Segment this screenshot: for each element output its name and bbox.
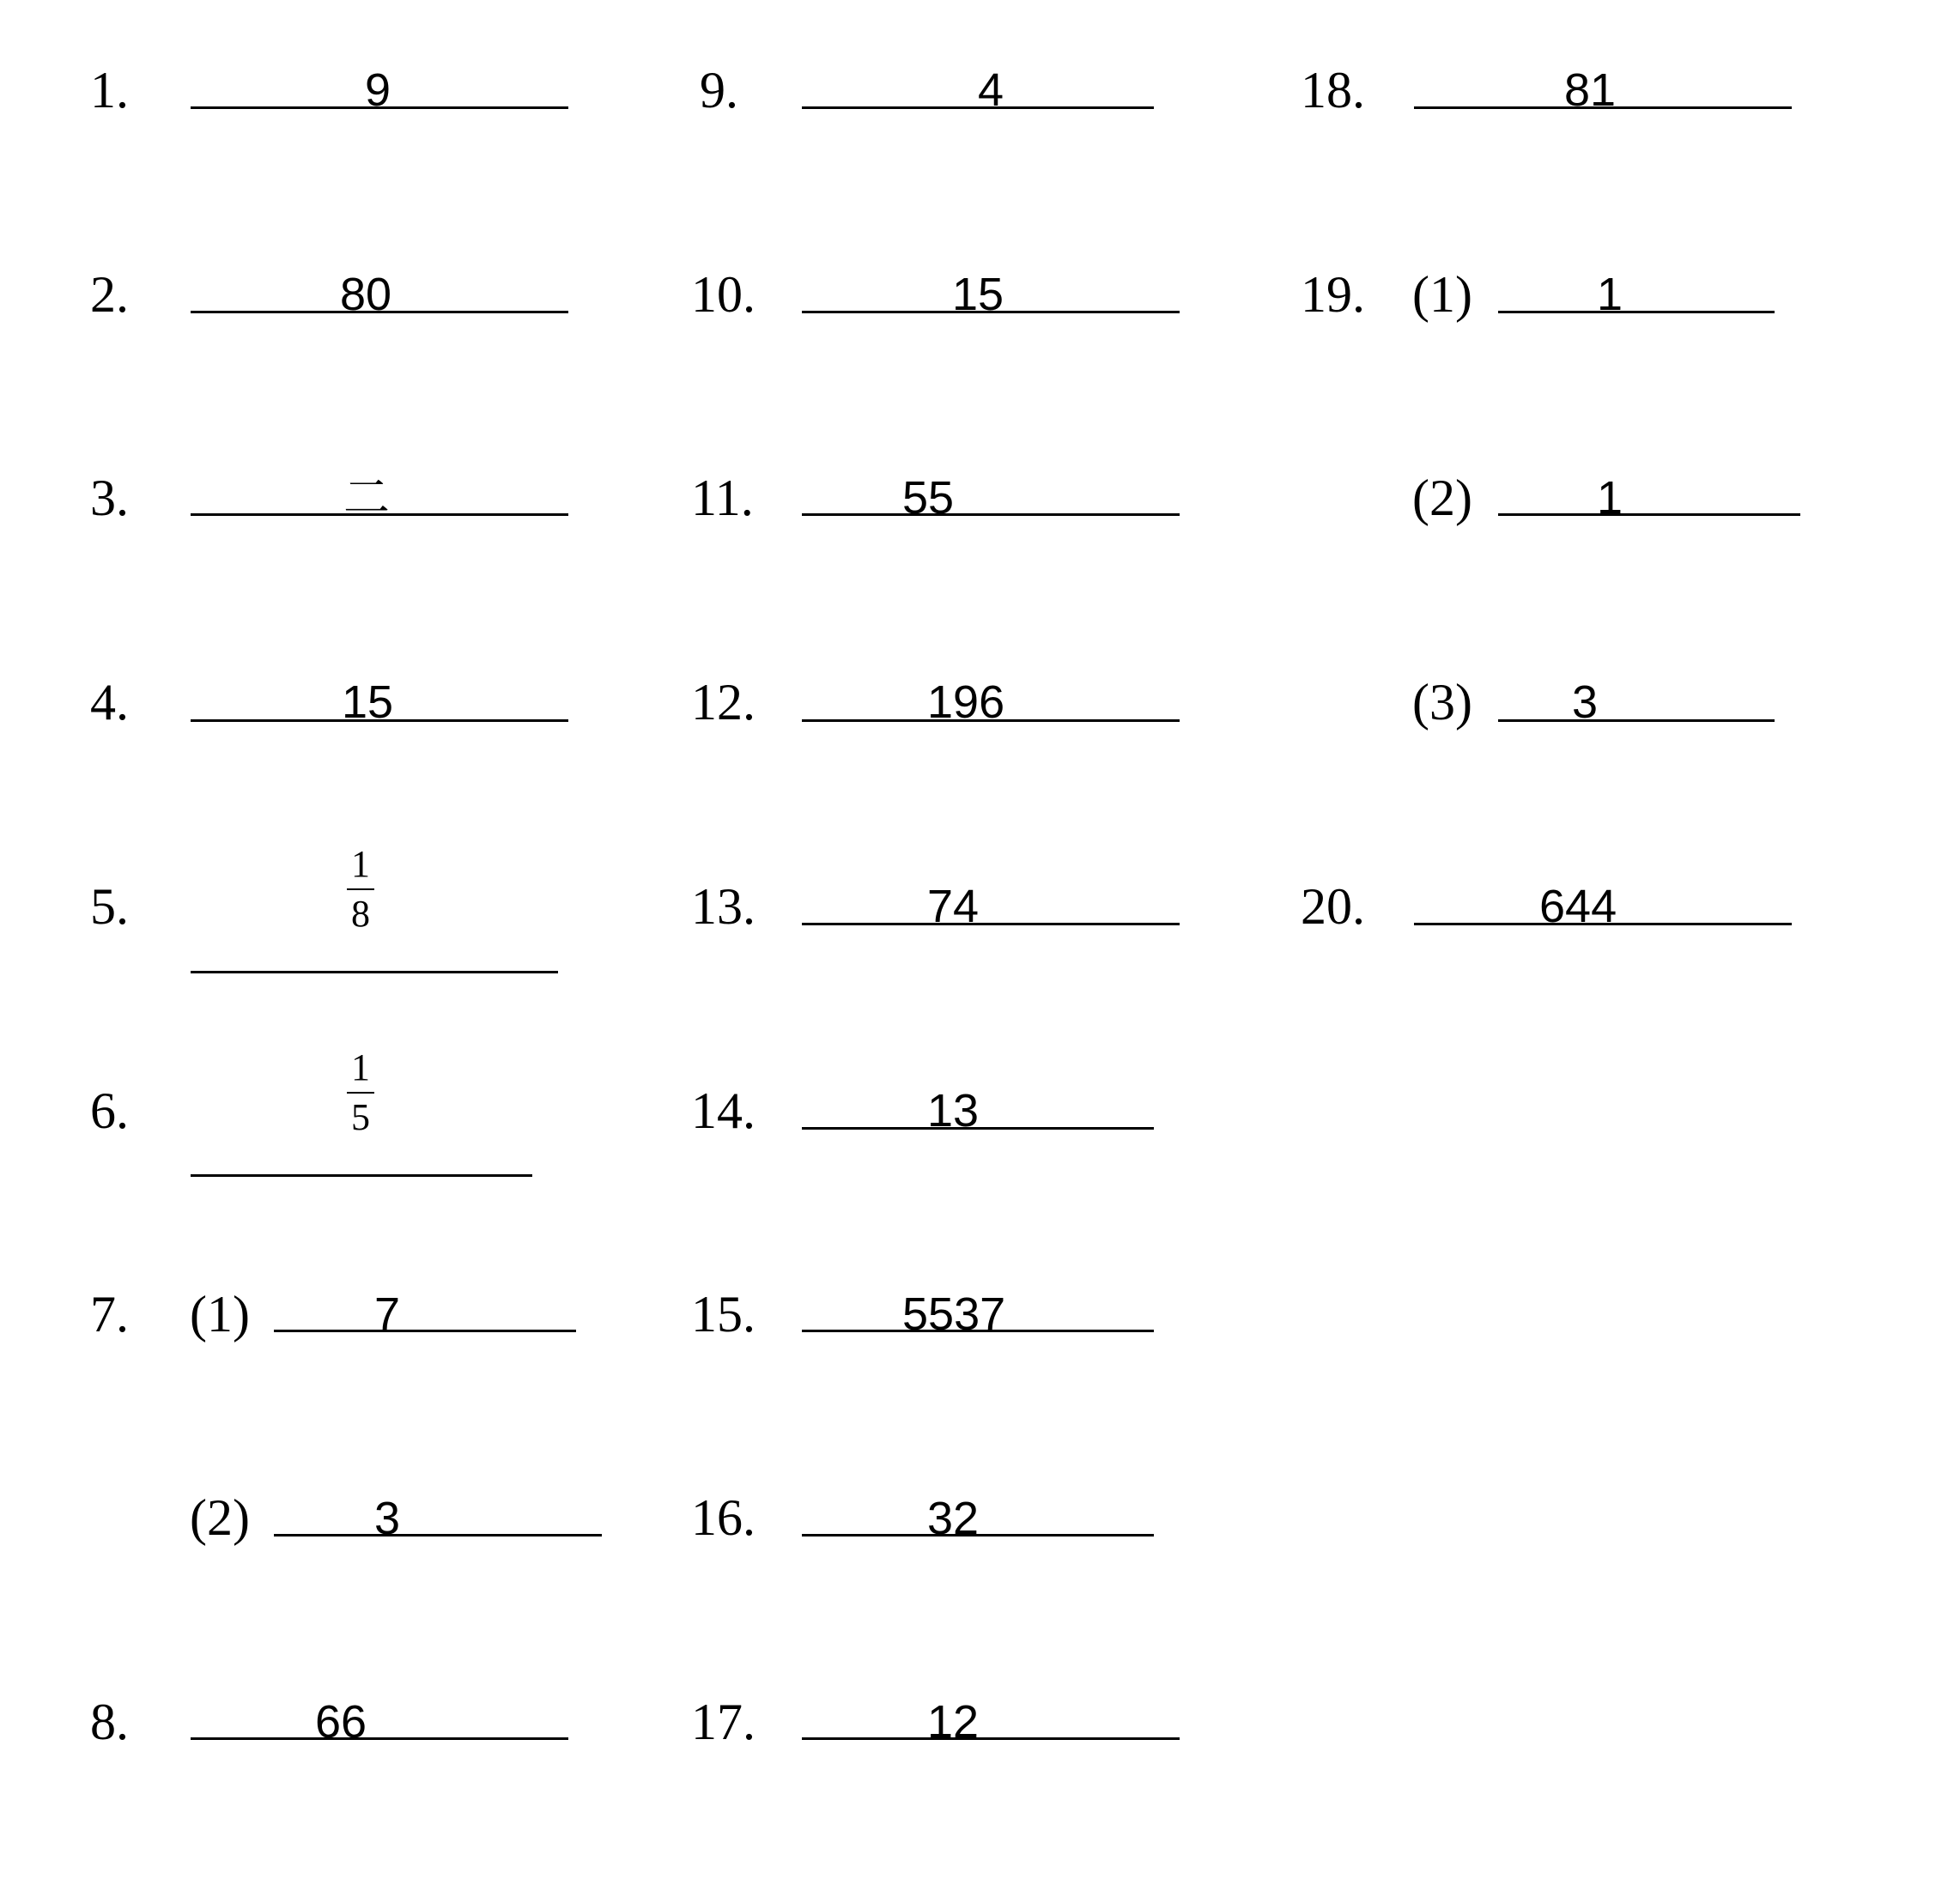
answer-19-1: 1 bbox=[1597, 269, 1623, 320]
question-number-10: 10. bbox=[691, 266, 755, 323]
fraction-bar-6 bbox=[347, 1092, 374, 1094]
subpart-label-19-2: (2) bbox=[1412, 470, 1472, 526]
answer-13: 74 bbox=[927, 881, 980, 932]
question-number-13: 13. bbox=[691, 878, 755, 935]
question-number-3: 3. bbox=[90, 470, 129, 526]
answer-19-2: 1 bbox=[1597, 472, 1623, 524]
answer-1: 9 bbox=[365, 64, 391, 116]
answer-line-6 bbox=[191, 1174, 532, 1177]
question-number-2: 2. bbox=[90, 266, 129, 323]
answer-line-5 bbox=[191, 971, 558, 973]
answer-14: 13 bbox=[927, 1085, 980, 1136]
numerator-5: 1 bbox=[351, 843, 370, 885]
fraction-bar-5 bbox=[347, 888, 374, 890]
answer-line-11 bbox=[802, 513, 1180, 516]
answer-7-1: 7 bbox=[374, 1288, 401, 1340]
answer-line-8 bbox=[191, 1737, 568, 1740]
answer-line-19-3 bbox=[1498, 719, 1775, 722]
question-number-11: 11. bbox=[691, 470, 754, 526]
answer-20: 644 bbox=[1539, 881, 1617, 932]
question-number-5: 5. bbox=[90, 878, 129, 935]
question-number-14: 14. bbox=[691, 1082, 755, 1139]
subpart-label-19-1: (1) bbox=[1412, 266, 1472, 323]
answer-4: 15 bbox=[342, 676, 394, 728]
subpart-label-7-2: (2) bbox=[190, 1489, 250, 1546]
answer-line-17 bbox=[802, 1737, 1180, 1740]
question-number-15: 15. bbox=[691, 1286, 755, 1343]
question-number-18: 18. bbox=[1301, 62, 1365, 118]
answer-8: 66 bbox=[315, 1696, 367, 1748]
answer-line-19-1 bbox=[1498, 311, 1775, 313]
answer-line-13 bbox=[802, 923, 1180, 925]
subpart-label-19-3: (3) bbox=[1412, 674, 1472, 730]
answer-16: 32 bbox=[927, 1493, 980, 1544]
question-number-17: 17. bbox=[691, 1694, 755, 1750]
fraction-answer-6 bbox=[343, 1046, 378, 1138]
answer-line-19-2 bbox=[1498, 513, 1800, 516]
answer-7-2: 3 bbox=[374, 1493, 401, 1544]
answer-3: 二 bbox=[343, 472, 390, 524]
question-number-1: 1. bbox=[90, 62, 129, 118]
question-number-4: 4. bbox=[90, 674, 129, 730]
fraction-answer-5 bbox=[343, 843, 378, 935]
question-number-12: 12. bbox=[691, 674, 755, 730]
answer-19-3: 3 bbox=[1572, 676, 1599, 728]
answer-10: 15 bbox=[952, 269, 1004, 320]
question-number-20: 20. bbox=[1301, 878, 1365, 935]
question-number-6: 6. bbox=[90, 1082, 129, 1139]
numerator-6: 1 bbox=[351, 1046, 370, 1088]
answer-line-7-1 bbox=[274, 1330, 576, 1332]
question-number-16: 16. bbox=[691, 1489, 755, 1546]
answer-11: 55 bbox=[902, 472, 955, 524]
answer-2: 80 bbox=[340, 269, 392, 320]
denominator-5: 8 bbox=[351, 893, 370, 935]
answer-line-7-2 bbox=[274, 1534, 602, 1536]
question-number-9: 9. bbox=[700, 62, 738, 118]
answer-17: 12 bbox=[927, 1696, 980, 1748]
answer-18: 81 bbox=[1564, 64, 1617, 116]
answer-12: 196 bbox=[927, 676, 1005, 728]
question-number-19: 19. bbox=[1301, 266, 1365, 323]
subpart-label-7-1: (1) bbox=[190, 1286, 250, 1343]
question-number-8: 8. bbox=[90, 1694, 129, 1750]
answer-15: 5537 bbox=[902, 1288, 1006, 1340]
answer-9: 4 bbox=[978, 64, 1004, 116]
denominator-6: 5 bbox=[351, 1096, 370, 1138]
question-number-7: 7. bbox=[90, 1286, 129, 1343]
